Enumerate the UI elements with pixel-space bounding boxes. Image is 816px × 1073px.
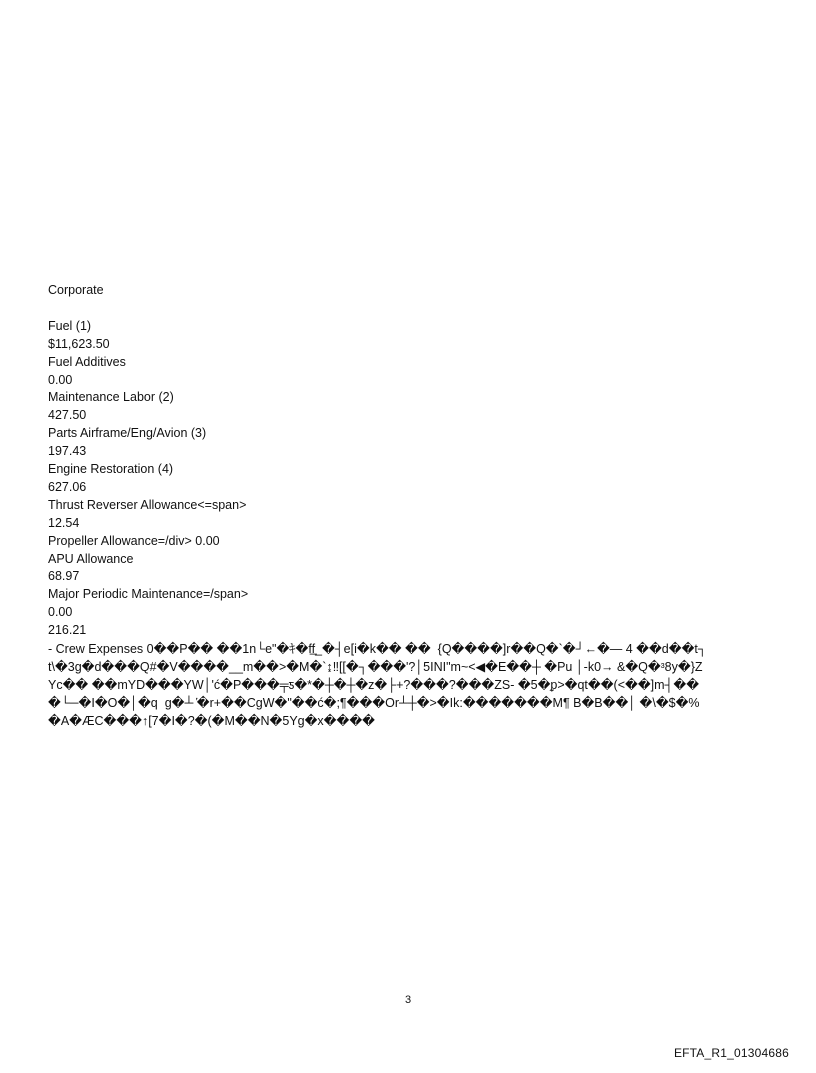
line-item-label-maintenance-labor: Maintenance Labor (2) xyxy=(48,390,174,405)
document-id: EFTA_R1_01304686 xyxy=(673,1046,789,1060)
line-item-value-apu-allowance: 68.97 xyxy=(48,569,80,584)
line-item-label-thrust-reverser: Thrust Reverser Allowance<=span> xyxy=(48,497,247,512)
line-item-value-parts: 197.43 xyxy=(48,444,87,459)
line-item-value-engine-restoration: 627.06 xyxy=(48,479,87,494)
line-item-propeller-allowance: Propeller Allowance=/div> 0.00 xyxy=(48,533,220,548)
document-body xyxy=(48,282,748,731)
line-item-value-maintenance-labor: 427.50 xyxy=(48,408,87,423)
line-item-label-major-periodic-maintenance: Major Periodic Maintenance=/span> xyxy=(48,587,249,602)
line-item-value-fuel: $11,623.50 xyxy=(48,336,110,351)
line-item-label-fuel-additives: Fuel Additives xyxy=(48,354,126,369)
line-item-value-major-periodic-maintenance: 0.00 xyxy=(48,605,73,620)
line-item-label-engine-restoration: Engine Restoration (4) xyxy=(48,462,174,477)
line-item-value-thrust-reverser: 12.54 xyxy=(48,515,80,530)
line-item-label-fuel: Fuel (1) xyxy=(48,318,92,333)
section-heading: Corporate xyxy=(48,283,104,297)
page-number: 3 xyxy=(404,994,412,1006)
line-item-value-total: 216.21 xyxy=(48,623,87,638)
line-item-value-fuel-additives: 0.00 xyxy=(48,372,73,387)
garbled-crew-expenses-text: - Crew Expenses 0��P�� ��1n└e"�ｷ�ff̲ ̲ �┤e[i�k�� �� {Q����]r��Q�`�┘←�— 4 ��d��t┐t\�3g�d���Q#�V����__m��>�M�`↨‼[[�┐���'?│5INI"m~<◀�E��┼ �Pu │-k0→ &�Q�ᶟ8y�}ZYc�� ��mYD���YW│'ć�P���╤ƽ�*�┼�┼�z�├+?���?���ZS- �5�ᵱ>�qt��(<��]m┤���└─�I�O�│�q g�┴ ҅�r+��CgW�"��ć�;¶���Or┴┼�>�Ik:�������M¶ B�B��│ �\�$�%�A�ÆC���↑[7�I�?�(�M��N�5Yg�x���� xyxy=(48,642,707,728)
line-item-label-parts: Parts Airframe/Eng/Avion (3) xyxy=(48,426,207,441)
line-item-label-apu-allowance: APU Allowance xyxy=(48,551,134,566)
